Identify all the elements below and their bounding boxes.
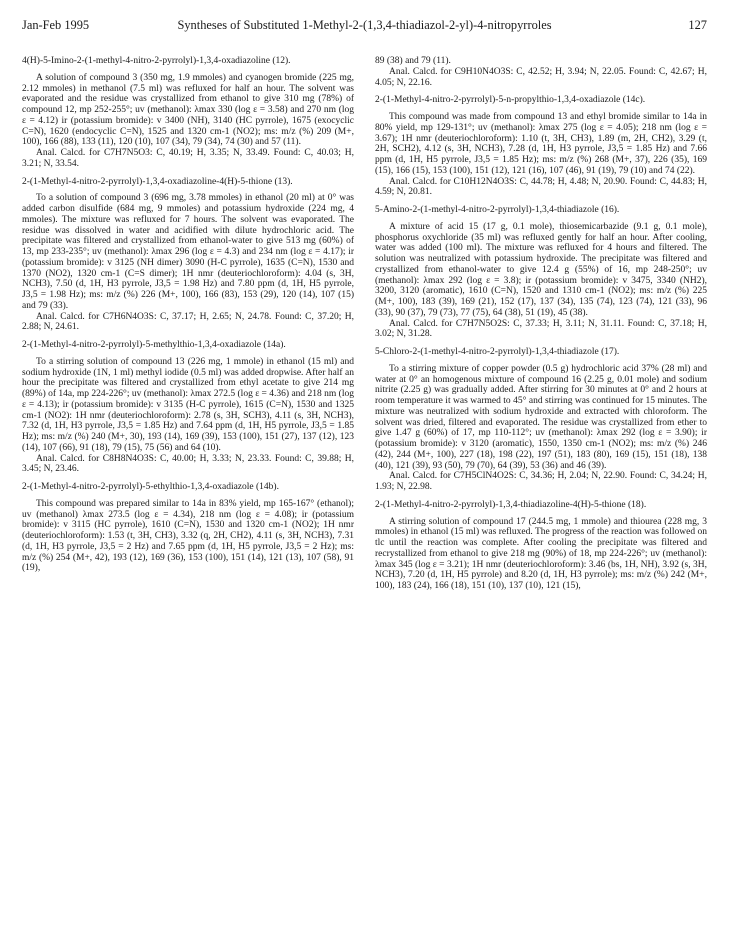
- elemental-analysis: Anal. Calcd. for C7H7N5O2S: C, 37.33; H, 3.11; N, 31.11. Found: C, 37.18; H, 3.02; N, 31.28.: [375, 318, 707, 340]
- procedure-paragraph: This compound was made from compound 13 and ethyl bromide similar to 14a in 80% yield, mp 129-131°; uv (methanol): λmax 275 (log ε = 4.05); 218 nm (log ε = 3.67); 1H nmr (deuteriochloroform): 1.10 (t, 3H, CH3), 1.89 (m, 2H, CH2), 3.29 (t, 2H, SCH2), 4.12 (s, 3H, NCH3), 7.28 (d, 1H, H3 pyrrole, J3,5 = 1.85 Hz) and 7.66 ppm (d, 1H, H5 pyrrole, J3,5 = 1.85 Hz); ms: m/z (%) 268 (M+, 37), 226 (35), 169 (15), 166 (15), 153 (100), 151 (12), 121 (16), 107 (46), 91 (19), 79 (10) and 74 (22).: [375, 112, 707, 176]
- page-number: 127: [688, 18, 707, 32]
- journal-date: Jan-Feb 1995: [22, 18, 90, 32]
- procedure-paragraph: This compound was prepared similar to 14a in 83% yield, mp 165-167° (ethanol); uv (methanol) λmax 273.5 (log ε = 4.34), 218 nm (log ε = 4.08); ir (potassium bromide): v 3115 (HC pyrrole), 1610 (C=N), 1530 and 1320 cm-1 (NO2); 1H nmr (deuteriochloroform): 1.53 (t, 3H, CH3), 3.32 (q, 2H, CH2), 4.11 (s, 3H, NCH3), 7.31 (d, 1H, H3 pyrrole, J3,5 = 2 Hz) and 7.65 ppm (d, 1H, H5 pyrrole, J3,5 = 2 Hz); ms: m/z (%) 254 (M+, 42), 193 (12), 169 (36), 153 (100), 151 (14), 121 (13), 107 (58), 91 (19),: [22, 498, 354, 574]
- right-column: [375, 56, 707, 592]
- elemental-analysis: Anal. Calcd. for C10H12N4O3S: C, 44.78; H, 4.48; N, 20.90. Found: C, 44.83; H, 4.59; N, 20.81.: [375, 176, 707, 198]
- elemental-analysis: Anal. Calcd. for C7H5ClN4O2S: C, 34.36; H, 2.04; N, 22.90. Found: C, 34.24; H, 1.93; N, 22.98.: [375, 471, 707, 492]
- elemental-analysis: Anal. Calcd. for C9H10N4O3S: C, 42.52; H, 3.94; N, 22.05. Found: C, 42.67; H, 4.05; N, 22.16.: [375, 66, 707, 88]
- procedure-paragraph: A mixture of acid 15 (17 g, 0.1 mole), thiosemicarbazide (9.1 g, 0.1 mole), phosphorus oxychloride (35 ml) was refluxed gently for half an hour. After cooling, water was added (100 ml). The mixture was refluxed for 4 hours and filtered. The solution was neutralized with potassium hydroxide. The precipitate was filtered and crystallized from ethanol-water to give 12.4 g (55%) of 16, mp 248-250°; uv (methanol): λmax 292 (log ε = 3.8); ir (potassium bromide): v 3475, 3340 (NH2), 3200, 3120 (aromatic), 1610 (C=N), 1520 and 1310 cm-1 (NO2); ms: m/z (%) 225 (M+, 100), 183 (39), 169 (21), 152 (17), 137 (34), 135 (74), 123 (74), 121 (33), 96 (33), 90 (37), 79 (73), 77 (75), 64 (38), 51 (19), 45 (38).: [375, 221, 707, 318]
- elemental-analysis: Anal. Calcd. for C7H7N5O3: C, 40.19; H, 3.35; N, 33.49. Found: C, 40.03; H, 3.21; N, 33.54.: [22, 148, 354, 169]
- compound-heading: 4(H)-5-Imino-2-(1-methyl-4-nitro-2-pyrrolyl)-1,3,4-oxadiazoline (12).: [22, 56, 291, 66]
- procedure-paragraph: A stirring solution of compound 17 (244.5 mg, 1 mmole) and thiourea (228 mg, 3 mmoles) in ethanol (15 ml) was refluxed. The progress of the reaction was followed on tlc until the reaction was complete. After cooling the precipitate was filtered and recrystallized from ethanol to give 218 mg (90%) of 18, mp 224-226°; uv (methanol): λmax 345 (log ε = 3.21); 1H nmr (deuteriochloroform): 3.46 (bs, 1H, NH), 3.92 (s, 3H, NCH3), 7.20 (d, 1H, H5 pyrrole) and 8.20 (d, 1H, H3 pyrrole); ms: m/z (%) 242 (M+, 100), 183 (24), 166 (18), 151 (10), 137 (10), 121 (15),: [375, 516, 707, 591]
- compound-heading: 2-(1-Methyl-4-nitro-2-pyrrolyl)-5-ethylthio-1,3,4-oxadiazole (14b).: [22, 482, 279, 492]
- compound-heading: 2-(1-Methyl-4-nitro-2-pyrrolyl)-5-n-propylthio-1,3,4-oxadiazole (14c).: [375, 95, 646, 106]
- continued-text: 89 (38) and 79 (11).: [375, 56, 451, 66]
- procedure-paragraph: To a stirring solution of compound 13 (226 mg, 1 mmole) in ethanol (15 ml) and sodium hydroxide (1N, 1 ml) methyl iodide (0.5 ml) was added dropwise. After half an hour the precipitate was filtered and crystallized from ethyl acetate to give 214 mg (89%) of 14a, mp 224-226°; uv (methanol): λmax 272.5 (log ε = 4.36) and 218 nm (log ε = 4.13); ir (potassium bromide): v 3135 (H-C pyrrole), 1615 (C=N), 1530 and 1325 cm-1 (NO2): 1H nmr (deuteriochloroform): 2.78 (s, 3H, SCH3), 4.11 (s, 3H, NCH3), 7.32 (d, 1H, H3 pyrrole, J3,5 = 1.85 Hz) and 7.64 ppm (d, 1H, H5 pyrrole, J3,5 = 1.85 Hz); ms: m/z (%) 240 (M+, 30), 193 (14), 169 (39), 153 (100), 151 (27), 137 (12), 123 (14), 107 (66), 91 (18), 79 (15), 75 (56) and 64 (10).: [22, 356, 354, 453]
- compound-heading: 5-Chloro-2-(1-methyl-4-nitro-2-pyrrolyl)-1,3,4-thiadiazole (17).: [375, 347, 620, 357]
- procedure-paragraph: To a stirring mixture of copper powder (0.5 g) hydrochloric acid 37% (28 ml) and water at 0° an homogenous mixture of compound 16 (2.25 g, 0.01 mole) and sodium nitrite (2.25 g) was gradually added. After stirring for 30 minutes at 0° and 2 hours at room temperature it was warmed to 45° and stirring was continued for 15 minutes. The mixture was neutralized with sodium hydroxide and extracted with chloroform. The solvent was dried, filtered and evaporated. The residue was crystallized from ether to give 1.47 g (60%) of 17, mp 110-112°; uv (methanol): λmax 292 (log ε = 3.90); ir (potassium bromide): v 3120 (aromatic), 1550, 1350 cm-1 (NO2); ms: m/z (%) 246 (42), 244 (M+, 100), 227 (18), 198 (22), 197 (51), 183 (80), 169 (15), 151 (18), 138 (40), 121 (39), 93 (50), 79 (70), 64 (39), 53 (36) and 46 (39).: [375, 363, 707, 471]
- compound-heading: 2-(1-Methyl-4-nitro-2-pyrrolyl)-5-methylthio-1,3,4-oxadiazole (14a).: [22, 340, 286, 350]
- compound-heading: 2-(1-Methyl-4-nitro-2-pyrrolyl)-1,3,4-thiadiazoline-4(H)-5-thione (18).: [375, 499, 647, 510]
- left-column: [22, 56, 354, 574]
- elemental-analysis: Anal. Calcd. for C8H8N4O3S: C, 40.00; H, 3.33; N, 23.33. Found: C, 39.88; H, 3.45; N, 23.46.: [22, 453, 354, 475]
- elemental-analysis: Anal. Calcd. for C7H6N4O3S: C, 37.17; H, 2.65; N, 24.78. Found: C, 37.20; H, 2.88; N, 24.61.: [22, 311, 354, 333]
- compound-heading: 5-Amino-2-(1-methyl-4-nitro-2-pyrrolyl)-1,3,4-thiadiazole (16).: [375, 205, 620, 215]
- running-title: Syntheses of Substituted 1-Methyl-2-(1,3,4-thiadiazol-2-yl)-4-nitropyrroles: [177, 18, 552, 32]
- procedure-paragraph: A solution of compound 3 (350 mg, 1.9 mmoles) and cyanogen bromide (225 mg, 2.12 mmoles) in methanol (7.5 ml) was refluxed for half an hour. The solvent was evaporated and the residue was crystallized from ethanol to give 310 mg (78%) of compound 12, mp 252-255°; uv (methanol): λmax 330 (log ε = 3.58) and 270 nm (log ε = 4.12) ir (potassium bromide): v 3400 (NH), 3140 (HC pyrrole), 1675 (exocyclic C=N), 1620 (endocyclic C=N), 1525 and 1320 cm-1 (NO2); ms: m/z (%) 209 (M+, 100), 166 (88), 133 (11), 120 (10), 107 (34), 79 (34), 74 (30) and 57 (11).: [22, 72, 354, 148]
- running-header: [22, 18, 707, 38]
- procedure-paragraph: To a solution of compound 3 (696 mg, 3.78 mmoles) in ethanol (20 ml) at 0° was added carbon disulfide (684 mg, 9 mmoles) and potassium hydroxide (224 mg, 4 mmoles). The mixture was refluxed for 7 hours. The solvent was evaporated. The residue was dissolved in water and acidified with dilute hydrochloric acid. The precipitate was filtered and crystallized from ethanol-water to give 513 mg (60%) of 13, mp 233-235°; uv (methanol): λmax 296 (log ε = 4.3) and 234 nm (log ε = 4.17); ir (potassium bromide): v 3125 (NH dimer) 3090 (H-C pyrrole), 1635 (C=N), 1530 and 1370 (NO2), 1320 cm-1 (C=S dimer); 1H nmr (deuteriochloroform): 4.04 (s, 3H, NCH3), 7.50 (d, 1H, H3 pyrrole, J3,5 = 1.98 Hz) and 7.80 ppm (d, 1H, H5 pyrrole, J3,5 = 1.98 Hz); ms: m/z (%) 226 (M+, 100), 166 (83), 153 (29), 120 (14), 107 (15) and 79 (33).: [22, 193, 354, 311]
- compound-heading: 2-(1-Methyl-4-nitro-2-pyrrolyl)-1,3,4-oxadiazoline-4(H)-5-thione (13).: [22, 176, 293, 187]
